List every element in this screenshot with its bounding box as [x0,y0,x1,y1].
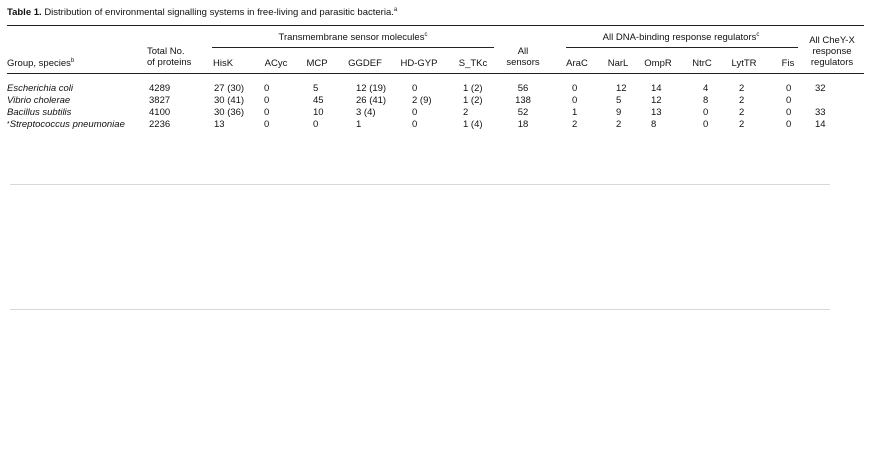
tm-group-rule [212,47,494,48]
cell-lyttr: 2 [739,107,745,118]
cell-arac: 1 [572,107,578,118]
cell-chey: 33 [815,107,826,118]
cell-arac: 0 [572,95,578,106]
cell-total: 4289 [149,83,171,94]
cell-fis: 0 [786,83,792,94]
cell-all: 18 [517,119,529,130]
cell-ompr: 13 [651,107,662,118]
cell-fis: 0 [786,119,792,130]
cell-total: 4100 [149,107,171,118]
cell-total: 2236 [149,119,171,130]
cell-lyttr: 2 [739,119,745,130]
top-rule [7,25,864,26]
cell-acyc: 0 [264,83,270,94]
scan-artifact-line [10,309,830,310]
dna-group-title: All DNA-binding response regulators$^c$ [602,31,760,43]
cell-mcp: 0 [313,119,319,130]
cell-total: 3827 [149,95,171,106]
cell-fis: 0 [786,107,792,118]
cell-hdgyp: 0 [412,83,418,94]
species-marker: * [7,121,10,128]
cell-narl: 9 [616,107,622,118]
cell-fis: 0 [786,95,792,106]
dna-group-rule [566,47,798,48]
cell-hisk: 27 (30) [214,83,245,94]
cell-lyttr: 2 [739,83,745,94]
column-header-tm: HisK [212,58,234,69]
column-header-dna: NarL [607,58,629,69]
column-header-tm: S_TKc [458,58,488,69]
cell-narl: 2 [616,119,622,130]
all-sensors-header: All sensors [506,46,540,68]
species-cell [7,95,70,106]
species-cell [7,107,71,118]
cell-mcp: 10 [313,107,324,118]
cell-ompr: 14 [651,83,662,94]
cell-all: 138 [515,95,531,106]
cell-acyc: 0 [264,119,270,130]
cell-lyttr: 2 [739,95,745,106]
column-header-dna: OmpR [644,58,672,69]
cell-ntrc: 4 [703,83,709,94]
cell-ggdef: 1 [356,119,362,130]
group-species-header: Group, species$^b$ [7,57,75,69]
cell-mcp: 5 [313,83,319,94]
cell-ggdef: 26 (41) [356,95,387,106]
column-header-tm: ACyc [264,58,288,69]
species-cell [7,83,73,94]
tm-group-title: Transmembrane sensor molecules$^c$ [278,31,428,43]
cell-hdgyp: 0 [412,107,418,118]
cell-stkc: 1 (4) [463,119,483,130]
cell-hisk: 30 (41) [214,95,245,106]
caption-footnote-mark: a [393,6,398,13]
cell-all: 52 [517,107,529,118]
species-name: Escherichia coli [7,83,73,94]
cell-ggdef: 3 (4) [356,107,376,118]
cell-all: 56 [517,83,529,94]
cell-narl: 5 [616,95,622,106]
scan-artifact-line [10,184,830,185]
cell-ntrc: 8 [703,95,709,106]
cell-ompr: 12 [651,95,662,106]
cell-hisk: 30 (36) [214,107,245,118]
species-name: Vibrio cholerae [7,95,71,106]
column-header-dna: AraC [566,58,588,69]
cell-arac: 2 [572,119,578,130]
cell-chey: 14 [815,119,826,130]
cell-narl: 12 [616,83,627,94]
species-name: Streptococcus pneumoniae [9,119,125,130]
species-name: Bacillus subtilis [7,107,72,118]
cell-arac: 0 [572,83,578,94]
cell-acyc: 0 [264,95,270,106]
cell-ntrc: 0 [703,107,709,118]
cell-acyc: 0 [264,107,270,118]
table-caption [7,7,397,18]
column-header-tm: MCP [306,58,328,69]
column-header-tm: GGDEF [348,58,382,69]
column-header-tm: HD-GYP [400,58,438,69]
column-header-dna: NtrC [692,58,712,69]
chey-header: All CheY-X response regulators [809,35,855,68]
cell-ntrc: 0 [703,119,709,130]
cell-mcp: 45 [313,95,324,106]
cell-ompr: 8 [651,119,657,130]
cell-hdgyp: 2 (9) [412,95,432,106]
cell-ggdef: 12 (19) [356,83,387,94]
header-bottom-rule [7,73,864,74]
column-header-dna: LytTR [731,58,757,69]
cell-chey: 32 [815,83,826,94]
cell-stkc: 1 (2) [463,95,483,106]
caption-text: Distribution of environmental signalling systems in free-living and parasitic bacteria. [44,7,394,18]
cell-stkc: 1 (2) [463,83,483,94]
cell-hisk: 13 [214,119,225,130]
total-proteins-header: Total No. of proteins [147,46,192,68]
table-label: Table 1. [7,7,42,18]
column-header-dna: Fis [781,58,795,69]
cell-hdgyp: 0 [412,119,418,130]
species-cell [7,119,125,130]
cell-stkc: 2 [463,107,469,118]
